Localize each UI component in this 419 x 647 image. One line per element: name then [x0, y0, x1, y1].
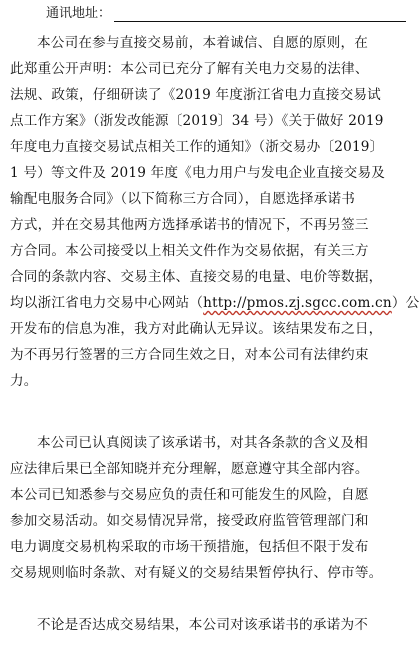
paragraph-acknowledgement: [10, 430, 408, 586]
text-line: 参加交易活动。如交易情况异常，接受政府监管管理部门和: [10, 513, 369, 529]
text-line: 力。: [10, 373, 38, 389]
text-line: 本公司已认真阅读了该承诺书，对其各条款的含义及相: [37, 435, 369, 451]
text-line: 法规、政策，仔细研读了《2019 年度浙江省电力直接交易试: [10, 87, 381, 103]
text-line: 合同的条款内容、交易主体、直接交易的电量、电价等数据，: [10, 269, 383, 285]
text-line: 年度电力直接交易试点相关工作的通知》（浙交易办〔2019〕: [10, 139, 384, 155]
text-line: 此郑重公开声明：本公司已充分了解有关电力交易的法律、: [10, 61, 369, 77]
text-line: 交易规则临时条款、对有疑义的交易结果暂停执行、停市等。: [10, 565, 383, 581]
paragraph-commitment-intro: [10, 30, 419, 394]
address-row: [46, 4, 406, 24]
address-label: 通讯地址：: [46, 6, 112, 21]
text-line: 不论是否达成交易结果，本公司对该承诺书的承诺为不: [37, 617, 369, 633]
text-line: 方合同。本公司接受以上相关文件作为交易依据，有关三方: [10, 243, 369, 259]
text-line-with-link: [10, 290, 419, 316]
text-segment: 均以浙江省电力交易中心网站（: [10, 295, 204, 311]
website-url-text: http://pmos.zj.sgcc.com.cn: [203, 295, 392, 311]
text-line: 本公司在参与直接交易前，本着诚信、自愿的原则，在: [37, 35, 369, 51]
text-line: 电力调度交易机构采取的市场干预措施，包括但不限于发布: [10, 539, 369, 555]
text-line: 点工作方案》（浙发改能源〔2019〕34 号）《关于做好 2019: [10, 113, 384, 129]
address-blank-line: [114, 21, 406, 22]
text-line: 输配电服务合同》（以下简称三方合同），自愿选择承诺书: [10, 191, 356, 207]
paragraph-validity: [10, 612, 408, 638]
text-line: 方式，并在交易其他两方选择承诺书的情况下，不再另签三: [10, 217, 369, 233]
text-line: 本公司已知悉参与交易应负的责任和可能发生的风险，自愿: [10, 487, 369, 503]
text-line: 应法律后果已全部知晓并充分理解，愿意遵守其全部内容。: [10, 461, 369, 477]
text-line: 开发布的信息为准，我方对此确认无异议。该结果发布之日，: [10, 321, 383, 337]
text-line: 为不再另行签署的三方合同生效之日，对本公司有法律约束: [10, 347, 369, 363]
text-segment: ）公: [391, 295, 419, 311]
text-line: 1 号）等文件及 2019 年度《电力用户与发电企业直接交易及: [10, 165, 386, 181]
